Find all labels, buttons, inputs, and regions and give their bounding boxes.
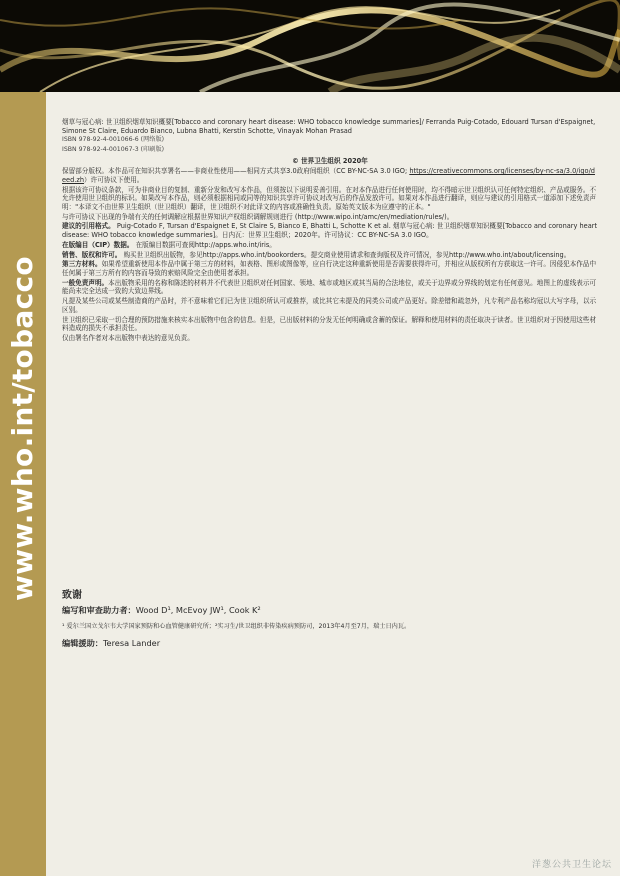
acknowledgements-section (62, 586, 598, 649)
suggested-citation (62, 222, 598, 239)
sales-rights (62, 251, 598, 260)
rights-paragraph-1 (62, 167, 598, 184)
third-party-text: 如果希望重新使用本作品中属于第三方的材料，如表格、图形或图像等，应自行决定这种重新使用是否需要获得许可，并相应从版权所有方获取这一许可。因侵犯本作品中任何属于第三方所有的内容而导致的索赔风险完全由使用者承担。 (62, 260, 597, 277)
disclaimer-label: 一般免责声明。 (62, 278, 109, 287)
watermark-text: 洋葱公共卫生论坛 (531, 860, 612, 870)
citation-text: Puig-Cotado F, Tursan d'Espaignet E, St Claire S, Bianco E, Bhatti L, Schotte K et al. 烟草与冠心病: 世卫组织烟草知识概要[Tobacco and coronary heart disease: WHO tobacco knowledge summaries]。日内瓦：世界卫生组织；2020年。许可协议：CC BY-NC-SA 3.0 IGO。 (62, 222, 598, 240)
rights-text: 保留部分版权。本作品可在知识共享署名——非商业性使用——相同方式共享3.0政府间组织（CC BY-NC-SA 3.0 IGO; (62, 167, 410, 176)
isbn-print: ISBN 978-92-4-001067-3 (印刷版) (62, 146, 165, 154)
contributors-label: 编写和审查助力者： (62, 605, 136, 615)
editor-name: Teresa Lander (102, 638, 161, 648)
rights-paragraph-2: 根据该许可协议条款，可为非商业目的复制、重新分发和改写本作品，但须按以下说明妥善引用。在对本作品进行任何使用时，均不得暗示世卫组织认可任何特定组织、产品或服务。不允许使用世卫组织的标识。如果改写本作品，则必须根据相同或同等的知识共享许可协议对改写后的作品发放许可。如果对本作品进行翻译，则应与建议的引用格式一道添加下述免责声明："本译文不由世界卫生组织（世卫组织）翻译，世卫组织不对此译文的内容或准确性负责。原始英文版本为应遵守的正本。" (62, 185, 597, 211)
sidebar-band (0, 92, 46, 876)
header-banner-image (0, 0, 620, 92)
sales-text: 购买世卫组织出版物，参见http://apps.who.int/bookorders。提交商业使用请求和查询版权及许可情况，参见http://www.who.int/about/licensing。 (123, 250, 571, 259)
cip-text: 在版编目数据可查阅http://apps.who.int/iris。 (135, 240, 276, 249)
third-party-label: 第三方材料。 (62, 260, 102, 269)
citation-title: 烟草与冠心病: 世卫组织烟草知识概要[Tobacco and coronary heart disease: WHO tobacco knowledge summaries]/ Ferranda Puig-Cotado, Edouard Tursan d'Espaignet, Simone St Claire, Eduardo Bianco, Lubna Bhatti, Kerstin Schotte, Vinayak Mohan Prasad (62, 118, 596, 135)
citation-label: 建议的引用格式。 (62, 222, 115, 231)
contributors-line (62, 605, 598, 616)
third-party-materials (62, 260, 598, 277)
cip-data (62, 241, 598, 250)
authors-responsibility: 仅由署名作者对本出版物中表达的意见负责。 (62, 333, 194, 342)
rights-text-end: ）许可协议下使用。 (84, 175, 144, 184)
mediation-paragraph: 与许可协议下出现的争端有关的任何调解应根据世界知识产权组织调解规则进行 (http://www.wipo.int/amc/en/mediation/rules/)。 (62, 212, 454, 221)
copyright-notice: © 世界卫生组织 2020年 (292, 156, 368, 165)
acknowledgements-title: 致谢 (62, 590, 82, 601)
sales-label: 销售、版权和许可。 (62, 250, 122, 259)
contributors-names: Wood D¹, McEvoy JW¹, Cook K² (135, 605, 261, 615)
affiliation-footnote: ¹ 爱尔兰国立戈尔韦大学国家预防和心血管健康研究所；²实习生/世卫组织非传染疾病预防司，2013年4月至7月，瑞士日内瓦。 (62, 623, 411, 630)
general-disclaimer (62, 279, 598, 296)
smoke-swirl-graphic (0, 0, 620, 92)
copyright-page-body (62, 118, 598, 344)
company-mention-paragraph: 凡提及某些公司或某些制造商的产品时，并不意味着它们已为世卫组织所认可或推荐，或比其它未提及的同类公司或产品更好。除差错和疏忽外，凡专利产品名称均冠以大写字母，以示区别。 (62, 297, 597, 314)
isbn-web: ISBN 978-92-4-001066-6 (网络版) (62, 136, 165, 144)
sidebar-url-text[interactable]: www.who.int/tobacco (6, 256, 39, 601)
cip-label: 在版编目（CIP）数据。 (62, 240, 134, 249)
license-link[interactable]: https://creativecommons.org/licenses/by-nc-sa/3.0/igo/deed.zh (62, 167, 595, 184)
editor-label: 编辑援助： (62, 638, 103, 648)
precaution-paragraph: 世卫组织已采取一切合理的预防措施来核实本出版物中包含的信息。但是，已出版材料的分发无任何明确或含蓄的保证。解释和使用材料的责任取决于读者。世卫组织对于因使用这些材料造成的损失不承担责任。 (62, 315, 597, 333)
disclaimer-text: 本出版物采用的名称和陈述的材料并不代表世卫组织对任何国家、领地、城市或地区或其当局的合法地位，或关于边界或分界线的划定有任何意见。地图上的虚线表示可能尚未完全达成一致的大致边界线。 (62, 278, 597, 296)
editorial-assistance-line (62, 638, 598, 649)
